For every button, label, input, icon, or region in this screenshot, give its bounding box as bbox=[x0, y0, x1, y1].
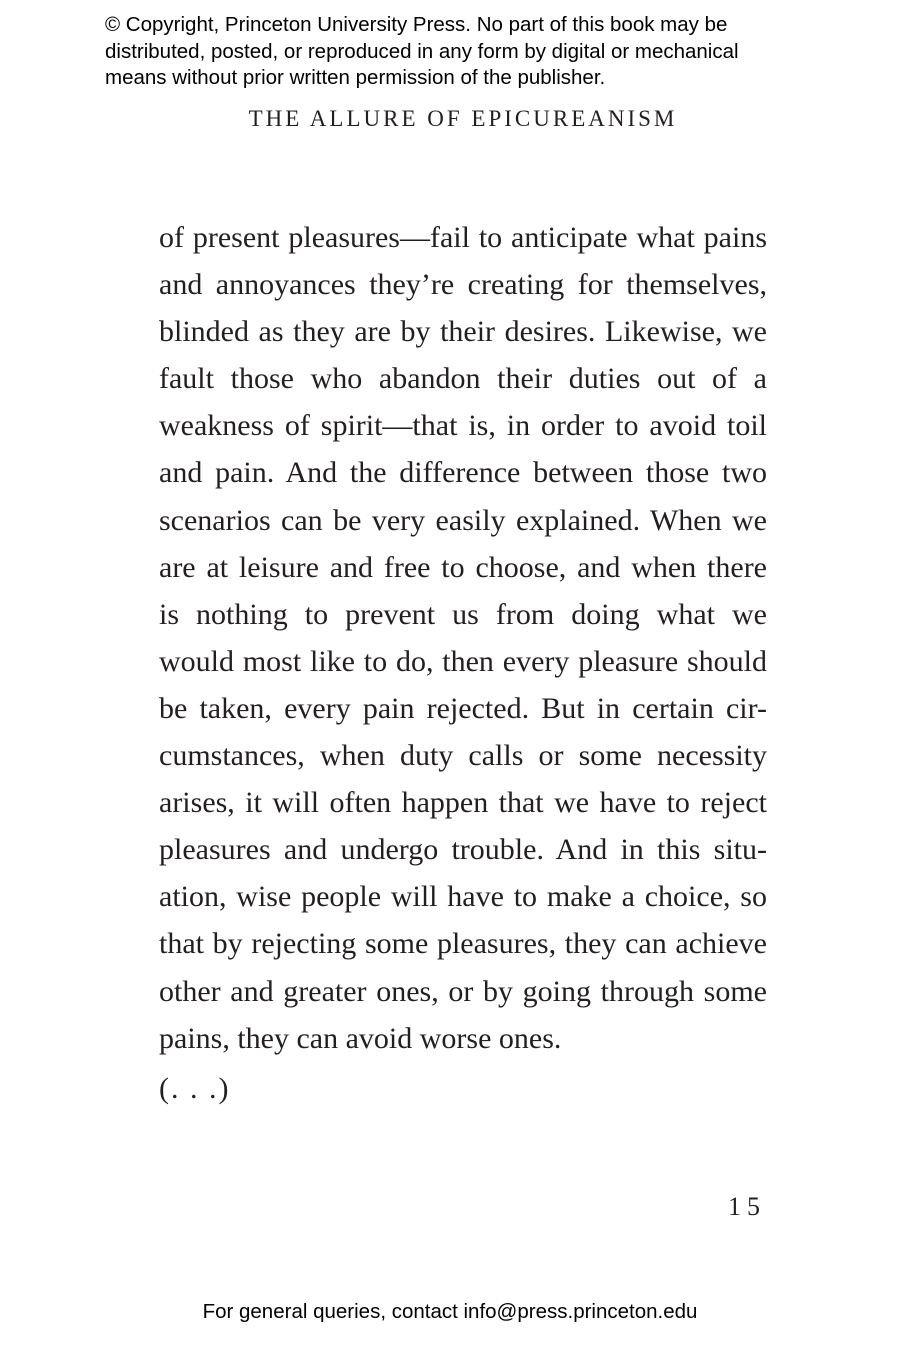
body-line: other and greater ones, or by going through some bbox=[159, 974, 767, 1008]
body-line: fault those who abandon their duties out of a bbox=[159, 362, 767, 396]
body-line: of present pleasures—fail to anticipate what pains bbox=[159, 221, 767, 254]
body-line: are at leisure and free to choose, and when there bbox=[159, 550, 767, 584]
body-line: cumstances, when duty calls or some necessity bbox=[159, 739, 767, 773]
body-line: would most like to do, then every pleasure should bbox=[159, 644, 767, 678]
body-line: blinded as they are by their desires. Likewise, we bbox=[159, 315, 767, 349]
body-text bbox=[159, 214, 767, 1062]
body-line: scenarios can be very easily explained. When we bbox=[159, 503, 767, 537]
body-line: pleasures and undergo trouble. And in this situ- bbox=[159, 833, 767, 867]
body-line: pains, they can avoid worse ones. bbox=[159, 1021, 562, 1055]
body-line: is nothing to prevent us from doing what we bbox=[159, 597, 767, 631]
body-line: arises, it will often happen that we have to reject bbox=[159, 786, 767, 820]
body-line: and annoyances they’re creating for themselves, bbox=[159, 268, 767, 302]
running-head: THE ALLURE OF EPICUREANISM bbox=[248, 106, 678, 131]
body-line: and pain. And the difference between those two bbox=[159, 456, 767, 490]
body-line: ation, wise people will have to make a choice, so bbox=[159, 880, 767, 914]
footer-contact: For general queries, contact info@press.princeton.edu bbox=[202, 1300, 698, 1323]
body-line: weakness of spirit—that is, in order to avoid toil bbox=[159, 409, 767, 443]
body-line: be taken, every pain rejected. But in certain cir- bbox=[159, 691, 767, 725]
page-number: 15 bbox=[728, 1192, 766, 1221]
copyright-line: means without prior written permission of the publisher. bbox=[105, 66, 606, 89]
copyright-line: distributed, posted, or reproduced in any form by digital or mechanical bbox=[105, 39, 739, 63]
elision-marker: (. . .) bbox=[159, 1072, 231, 1105]
body-line: that by rejecting some pleasures, they can achieve bbox=[159, 927, 767, 961]
copyright-notice bbox=[105, 12, 825, 92]
copyright-line: © Copyright, Princeton University Press. No part of this book may be bbox=[105, 13, 728, 36]
